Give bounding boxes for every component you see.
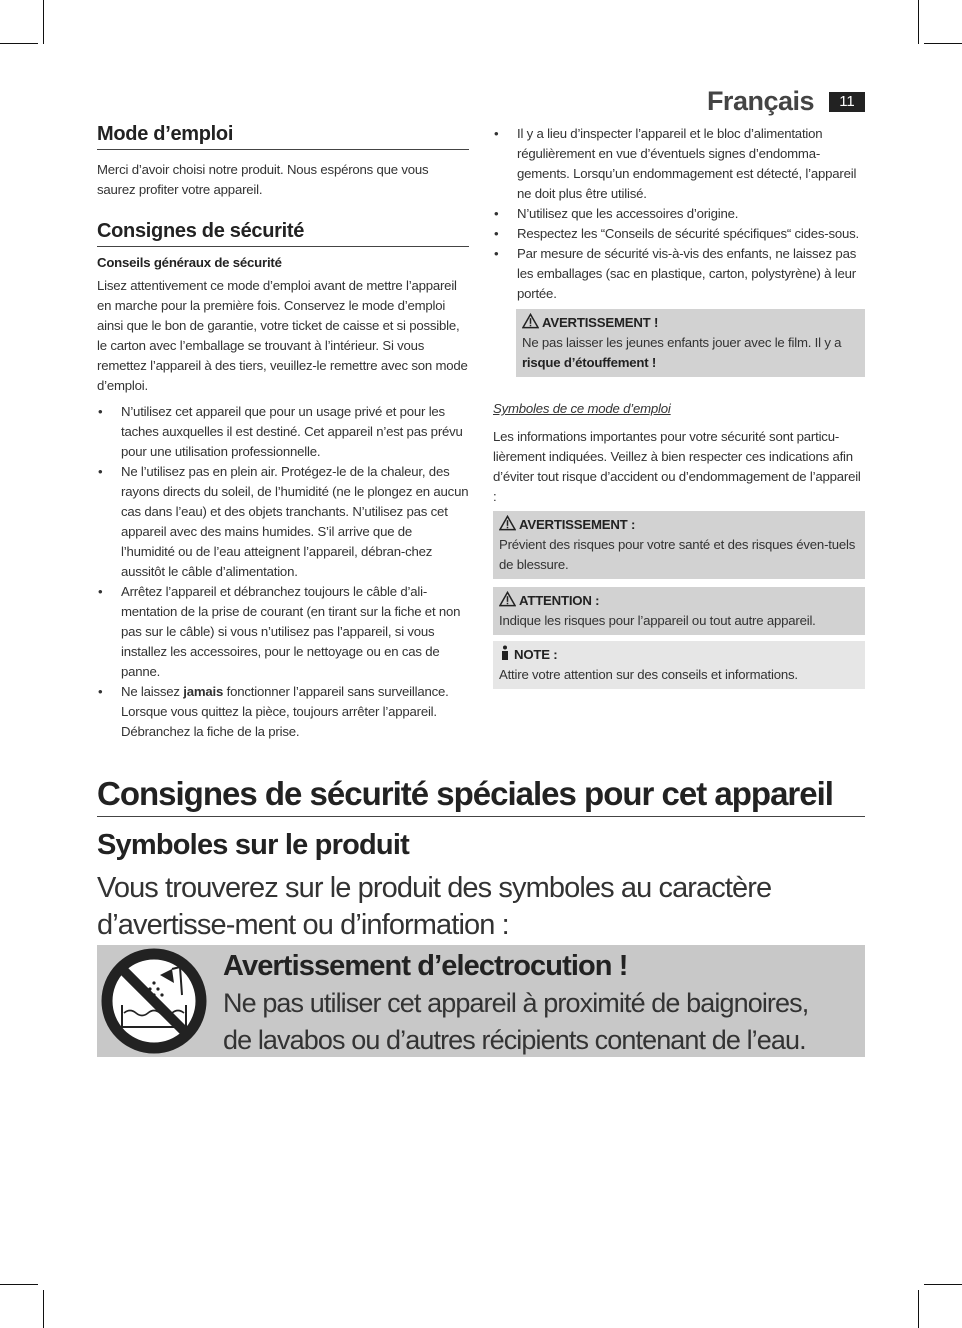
note-legend-title: NOTE : [514,647,558,662]
list-item: • Il y a lieu d’inspecter l’appareil et le bloc d’alimentation régulièrement en vue d’éventuels signes d’endomma-gements. Lorsqu’un endommagement est détecté, l’appareil ne doit plus être utilisé. [493,124,865,204]
list-item: • Arrêtez l’appareil et débranchez toujours le câble d’ali-mentation de la prise de courant (en tirant sur la fiche et non pas sur le câble) si vous n’utilisez pas l’appareil, si vous installez les accessoires, pour le nettoyage ou en cas de panne. [97,582,469,682]
crop-mark [924,1284,962,1285]
symbols-heading: Symboles de ce mode d’emploi [493,401,671,416]
attention-legend-text: Indique les risques pour l’appareil ou tout autre appareil. [499,613,816,628]
safety-heading: Consignes de sécurité [97,221,469,247]
symbols-text: Les informations importantes pour votre sécurité sont particu-lièrement indiquées. Veillez à bien respecter ces indications afin d’éviter tout risque d’accident ou d’endommagement de l’appareil : [493,429,861,504]
warning-legend-title: AVERTISSEMENT : [519,517,636,532]
page-number: 11 [829,92,865,112]
crop-mark [924,43,962,44]
crop-mark [918,1290,919,1328]
mode-emploi-intro: Merci d’avoir choisi notre produit. Nous espérons que vous saurez profiter votre appareil. [97,162,429,197]
electrocution-warning-line: de lavabos ou d’autres récipients contenant de l’eau. [223,1025,806,1055]
electrocution-warning-title: Avertissement d’electrocution ! [223,950,628,982]
crop-mark [918,0,919,44]
list-item [97,682,469,742]
attention-legend-title-row [499,591,859,611]
attention-legend-box [493,587,865,635]
no-bathtub-icon [100,947,208,1055]
note-legend-title-row [499,645,859,665]
warning-film-title-row [522,313,859,333]
warning-triangle-icon [499,591,516,607]
warning-legend-box [493,511,865,579]
mode-emploi-heading: Mode d’emploi [97,124,469,150]
attention-legend-title: ATTENTION : [519,593,600,608]
special-safety-heading: Consignes de sécurité spéciales pour cet appareil [97,775,865,817]
note-legend-box [493,641,865,689]
warning-triangle-icon [522,313,539,329]
language-heading: Français [706,86,814,116]
list-item: • Respectez les “Conseils de sécurité spécifiques“ cides-sous. [493,224,865,244]
product-symbols-heading: Symboles sur le produit [97,829,409,861]
crop-mark [43,0,44,44]
info-icon [499,645,511,661]
list-item: • N’utilisez cet appareil que pour un usage privé et pour les taches auxquelles il est destiné. Cet appareil n’est pas prévu pour une utilisation professionnelle. [97,402,469,462]
crop-mark [0,43,38,44]
electrocution-warning-line: Ne pas utiliser cet appareil à proximité de baignoires, [223,988,809,1018]
crop-mark [43,1290,44,1328]
bullet-bold: jamais [183,684,224,699]
bullet-text: Ne laissez [121,684,184,699]
warning-text: Ne pas laisser les jeunes enfants jouer avec le film. Il y a [522,335,842,350]
warning-title: AVERTISSEMENT ! [542,315,659,330]
general-safety-text: Lisez attentivement ce mode d’emploi avant de mettre l’appareil en marche pour la première fois. Conservez le mode d’emploi ainsi que le bon de garantie, votre ticket de caisse et si possible, le carton avec l’emballage se trouvant à l’intérieur. Si vous remettez l’appareil à des tiers, veuillez-le remettre avec son mode d’emploi. [97,278,468,393]
warning-legend-title-row [499,515,859,535]
general-safety-subheading: Conseils généraux de sécurité [97,255,282,270]
list-item: • Par mesure de sécurité vis-à-vis des enfants, ne laissez pas les emballages (sac en plastique, carton, polystyrène) à leur portée. [493,244,865,304]
crop-mark [0,1284,38,1285]
left-bullet-list [97,402,469,742]
list-item: • N’utilisez que les accessoires d’origine. [493,204,865,224]
product-symbols-intro: Vous trouverez sur le produit des symboles au caractère d’avertisse-ment ou d’information : [97,872,772,941]
electrocution-warning-banner [97,945,865,1057]
warning-triangle-icon [499,515,516,531]
right-column [493,124,865,689]
left-column [97,124,469,742]
right-bullet-list [493,124,865,304]
warning-bold-text: risque d’étouffement ! [522,355,657,370]
warning-legend-text: Prévient des risques pour votre santé et des risques éven-tuels de blessure. [499,537,856,572]
note-legend-text: Attire votre attention sur des conseils et informations. [499,667,798,682]
bullet-text: fonctionner l’appareil sans surveillance. Lorsque vous quittez la pièce, toujours arrêter l’appareil. Débranchez la fiche de la prise. [121,684,449,739]
list-item: • Ne l’utilisez pas en plein air. Protégez-le de la chaleur, des rayons directs du soleil, de l’humidité (ne le plongez en aucun cas dans l’eau) et des objets tranchants. N’utilisez pas cet appareil avec des mains humides. S’il arrive que de l’humidité ou de l’eau atteignent l’appareil, débran-chez aussitôt le câble d’alimentation. [97,462,469,582]
warning-film-box [516,309,865,377]
electrocution-warning-text [223,947,863,1059]
